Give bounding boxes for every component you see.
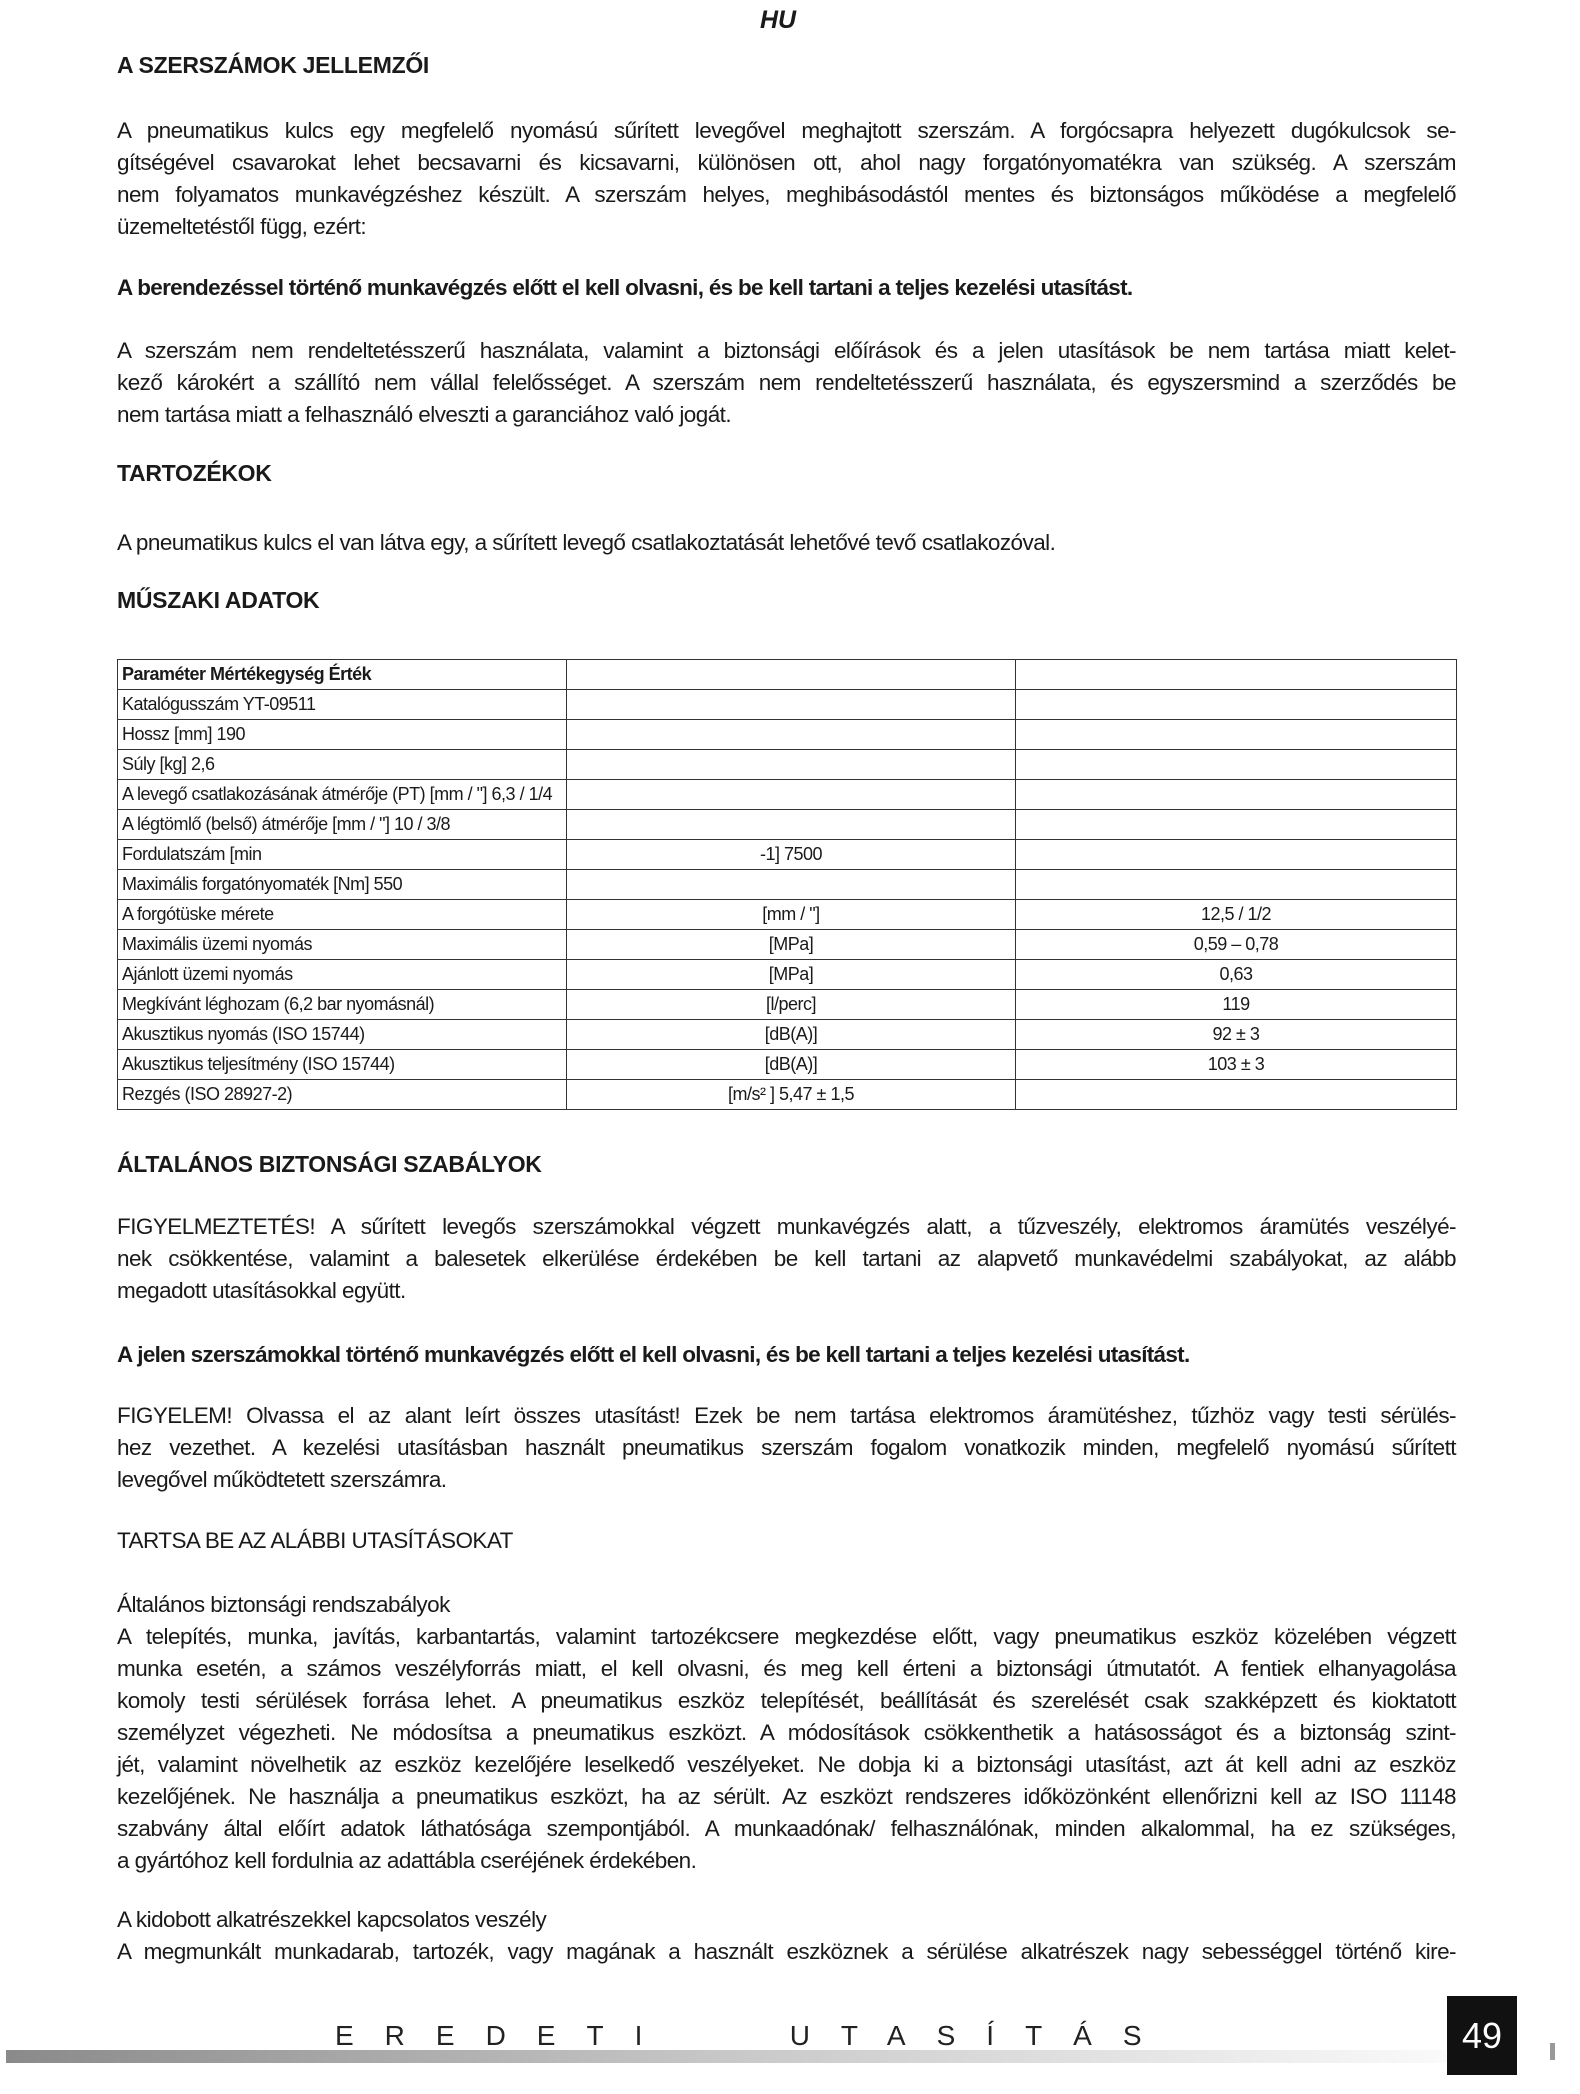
table-cell: -1] 7500: [567, 840, 1016, 870]
text-line: személyzet végezheti. Ne módosítsa a pneumatikus eszközt. A módosítások csökkenthetik a hatásosságot és a biztonság szint-: [117, 1720, 1456, 1745]
text-line: A jelen szerszámokkal történő munkavégzés előtt el kell olvasni, és be kell tartani a teljes kezelési utasítást.: [117, 1342, 1190, 1367]
paragraph-liability: [117, 335, 1456, 431]
paragraph-attention: [117, 1400, 1456, 1496]
paragraph-warning: [117, 1211, 1456, 1307]
table-cell: Fordulatszám [min: [118, 840, 567, 870]
subheading-general: Általános biztonsági rendszabályok: [117, 1592, 450, 1617]
text-line: kező károkért a szállító nem vállal felelősséget. A szerszám nem rendeltetésszerű használata, és egyszersmind a szerződés be: [117, 370, 1456, 395]
text-line: gítségével csavarokat lehet becsavarni és kicsavarni, különösen ott, ahol nagy forgatónyomatékra van szükség. A szerszám: [117, 150, 1456, 175]
table-cell: A levegő csatlakozásának átmérője (PT) [mm / "] 6,3 / 1/4: [118, 780, 567, 810]
text-line: megadott utasításokkal együtt.: [117, 1278, 406, 1303]
section-title-features: A SZERSZÁMOK JELLEMZŐI: [117, 52, 429, 78]
text-line: levegővel működtetett szerszámra.: [117, 1467, 447, 1492]
text-line: szabvány által előírt adatok láthatósága szempontjából. A munkaadónak/ felhasználónak, minden alkalommal, ha ez szükséges,: [117, 1816, 1456, 1841]
table-cell: Súly [kg] 2,6: [118, 750, 567, 780]
text-line: A pneumatikus kulcs el van látva egy, a sűrített levegő csatlakoztatását lehetővé tevő csatlakozóval.: [117, 530, 1056, 555]
table-cell: Ajánlott üzemi nyomás: [118, 960, 567, 990]
table-row: [118, 690, 1457, 720]
table-cell: 119: [1016, 990, 1457, 1020]
text-line: üzemeltetéstől függ, ezért:: [117, 214, 367, 239]
table-cell: [567, 810, 1016, 840]
table-row: [118, 1080, 1457, 1110]
text-line: A berendezéssel történő munkavégzés előtt el kell olvasni, és be kell tartani a teljes kezelési utasítást.: [117, 275, 1133, 300]
text-line: kezelőjének. Ne használja a pneumatikus eszközt, ha az sérült. Az eszközt rendszeres időközönként ellenőrizni kell az ISO 11148: [117, 1784, 1456, 1809]
table-cell: [m/s² ] 5,47 ± 1,5: [567, 1080, 1016, 1110]
text-line: FIGYELEM! Olvassa el az alant leírt összes utasítást! Ezek be nem tartása elektromos áramütéshez, tűzhöz vagy testi sérülés-: [117, 1403, 1456, 1428]
paragraph-general: [117, 1621, 1456, 1877]
table-cell: A légtömlő (belső) átmérője [mm / "] 10 / 3/8: [118, 810, 567, 840]
table-row: [118, 720, 1457, 750]
paragraph-features: [117, 115, 1456, 243]
table-cell: Maximális üzemi nyomás: [118, 930, 567, 960]
text-line: munka esetén, a számos veszélyforrás miatt, el kell olvasni, és meg kell érteni a biztonsági útmutatót. A fentiek elhanyagolása: [117, 1656, 1456, 1681]
table-row: [118, 750, 1457, 780]
table-cell: Rezgés (ISO 28927-2): [118, 1080, 567, 1110]
table-cell: 92 ± 3: [1016, 1020, 1457, 1050]
language-code: HU: [760, 6, 797, 34]
text-line: a gyártóhoz kell fordulnia az adattábla cseréjének érdekében.: [117, 1848, 697, 1873]
table-cell: [567, 750, 1016, 780]
subheading-follow: TARTSA BE AZ ALÁBBI UTASÍTÁSOKAT: [117, 1528, 513, 1553]
table-cell: 0,63: [1016, 960, 1457, 990]
paragraph-ejected-parts: [117, 1936, 1456, 1968]
table-cell: [l/perc]: [567, 990, 1016, 1020]
subheading-ejected-parts: A kidobott alkatrészekkel kapcsolatos veszély: [117, 1907, 547, 1932]
text-line: FIGYELMEZTETÉS! A sűrített levegős szerszámokkal végzett munkavégzés alatt, a tűzveszély, elektromos áramütés veszélyé-: [117, 1214, 1456, 1239]
table-cell: [1016, 780, 1457, 810]
table-cell: Megkívánt léghozam (6,2 bar nyomásnál): [118, 990, 567, 1020]
bold-notice: [117, 272, 1456, 304]
text-line: A pneumatikus kulcs egy megfelelő nyomású sűrített levegővel meghajtott szerszám. A forgócsapra helyezett dugókulcsok se-: [117, 118, 1456, 143]
table-cell: [1016, 660, 1457, 690]
table-row: [118, 990, 1457, 1020]
text-line: nem tartása miatt a felhasználó elveszti a garanciához való jogát.: [117, 402, 732, 427]
table-cell: [1016, 720, 1457, 750]
table-cell: [MPa]: [567, 960, 1016, 990]
text-line: komoly testi sérülések forrása lehet. A pneumatikus eszköz telepítését, beállítását és szerelését csak szakképzett és kioktatott: [117, 1688, 1456, 1713]
table-cell: 0,59 – 0,78: [1016, 930, 1457, 960]
specs-table: [117, 659, 1457, 1110]
text-line: A telepítés, munka, javítás, karbantartás, valamint tartozékcsere megkezdése előtt, vagy pneumatikus eszköz közelében végzett: [117, 1624, 1456, 1649]
text-line: jét, valamint növelhetik az eszköz kezelőjére leselkedő veszélyeket. Ne dobja ki a biztonsági utasítást, azt át kell adni az eszköz: [117, 1752, 1456, 1777]
table-row: [118, 810, 1457, 840]
table-row: [118, 900, 1457, 930]
table-cell: Akusztikus teljesítmény (ISO 15744): [118, 1050, 567, 1080]
table-cell: [1016, 750, 1457, 780]
table-cell: [567, 690, 1016, 720]
table-cell: [dB(A)]: [567, 1050, 1016, 1080]
table-cell: Akusztikus nyomás (ISO 15744): [118, 1020, 567, 1050]
table-cell: [1016, 840, 1457, 870]
table-cell: [1016, 1080, 1457, 1110]
table-cell: Katalógusszám YT-09511: [118, 690, 567, 720]
table-cell: [1016, 690, 1457, 720]
table-row: [118, 780, 1457, 810]
table-row: [118, 870, 1457, 900]
section-title-specs: MŰSZAKI ADATOK: [117, 587, 320, 613]
table-cell: [567, 870, 1016, 900]
table-cell: [MPa]: [567, 930, 1016, 960]
bold-notice-2: [117, 1339, 1456, 1371]
table-cell: 103 ± 3: [1016, 1050, 1457, 1080]
text-line: nek csökkentése, valamint a balesetek elkerülése érdekében be kell tartani az alapvető munkavédelmi szabályokat, az alább: [117, 1246, 1456, 1271]
table-cell: Hossz [mm] 190: [118, 720, 567, 750]
table-cell: [dB(A)]: [567, 1020, 1016, 1050]
table-row: [118, 840, 1457, 870]
text-line: A megmunkált munkadarab, tartozék, vagy magának a használt eszköznek a sérülése alkatrészek nagy sebességgel történő kire-: [117, 1939, 1456, 1964]
table-cell: [mm / "]: [567, 900, 1016, 930]
text-line: nem folyamatos munkavégzéshez készült. A szerszám helyes, meghibásodástól mentes és biztonságos működése a megfelelő: [117, 182, 1456, 207]
table-cell: [567, 780, 1016, 810]
table-cell: [567, 660, 1016, 690]
table-cell: [567, 720, 1016, 750]
text-line: hez vezethet. A kezelési utasításban használt pneumatikus szerszám fogalom vonatkozik minden, megfelelő nyomású sűrített: [117, 1435, 1456, 1460]
table-header-row: [118, 660, 1457, 690]
table-cell: Paraméter Mértékegység Érték: [118, 660, 567, 690]
table-row: [118, 930, 1457, 960]
table-cell: A forgótüske mérete: [118, 900, 567, 930]
page-number: 49: [1447, 1996, 1517, 2075]
table-cell: 12,5 / 1/2: [1016, 900, 1457, 930]
section-title-accessories: TARTOZÉKOK: [117, 460, 272, 486]
paragraph-accessories: [117, 527, 1456, 559]
footer-text: EREDETI UTASÍTÁS: [335, 2020, 1173, 2051]
text-line: A szerszám nem rendeltetésszerű használata, valamint a biztonsági előírások és a jelen utasítások be nem tartása miatt kelet-: [117, 338, 1456, 363]
table-cell: Maximális forgatónyomaték [Nm] 550: [118, 870, 567, 900]
table-row: [118, 1050, 1457, 1080]
edge-marker: [1550, 2043, 1555, 2060]
table-cell: [1016, 810, 1457, 840]
section-title-safety: ÁLTALÁNOS BIZTONSÁGI SZABÁLYOK: [117, 1151, 542, 1177]
table-cell: [1016, 870, 1457, 900]
table-row: [118, 960, 1457, 990]
table-row: [118, 1020, 1457, 1050]
